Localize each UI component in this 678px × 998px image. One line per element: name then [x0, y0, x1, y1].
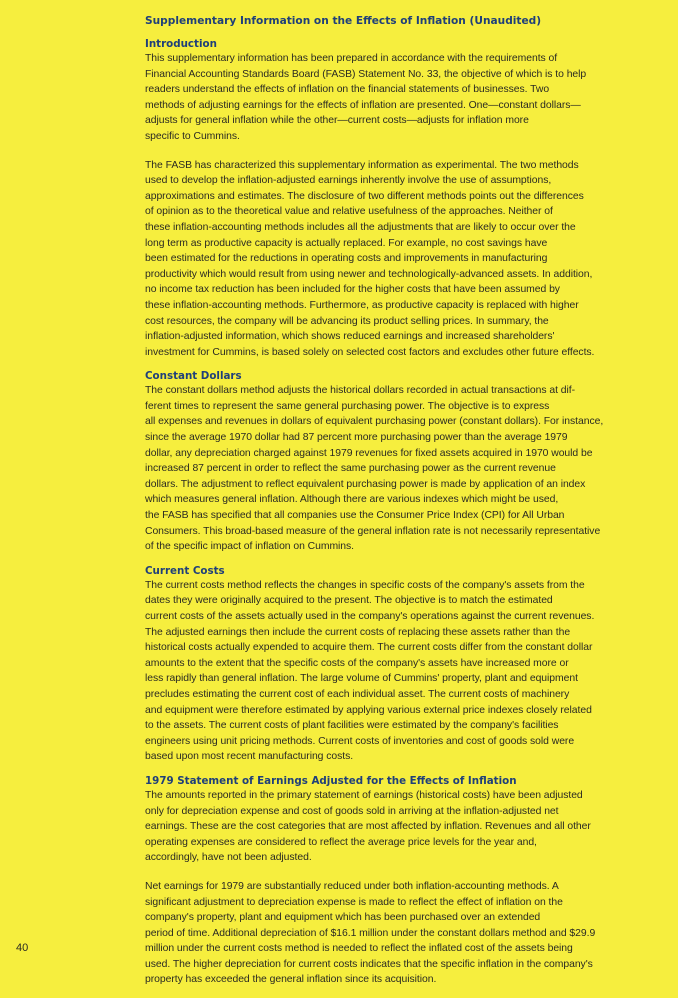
body-paragraph — [145, 788, 663, 866]
text-line: been estimated for the reductions in operating costs and improvements in manufacturing — [145, 253, 548, 265]
text-line: dates they were originally acquired to the present. The objective is to match the estimated — [145, 595, 553, 607]
text-line: dollar, any depreciation charged against 1979 revenues for fixed assets acquired in 1970 would be — [145, 447, 593, 459]
text-line: methods of adjusting earnings for the effects of inflation are presented. One—constant dollars— — [145, 99, 581, 111]
text-line: these inflation-accounting methods includes all the adjustments that are likely to occur over the — [145, 221, 576, 233]
text-line: used to develop the inflation-adjusted earnings inherently involve the use of assumptions, — [145, 175, 552, 187]
text-line: earnings. These are the cost categories that are most affected by inflation. Revenues and all other — [145, 821, 591, 833]
text-line: Consumers. This broad-based measure of the general inflation rate is not necessarily representative — [145, 525, 601, 537]
body-paragraph — [145, 879, 663, 988]
section-heading: Current Costs — [145, 564, 225, 577]
text-line: all expenses and revenues in dollars of equivalent purchasing power (constant dollars). For instance, — [145, 416, 604, 428]
text-line: of opinion as to the theoretical value and relative usefulness of the approaches. Neither of — [145, 206, 553, 218]
text-line: The current costs method reflects the changes in specific costs of the company's assets from the — [145, 579, 585, 591]
text-line: only for depreciation expense and cost of goods sold in arriving at the inflation-adjusted net — [145, 805, 559, 817]
text-line: The FASB has characterized this supplementary information as experimental. The two methods — [145, 159, 579, 171]
text-line: less rapidly than general inflation. The large volume of Cummins' property, plant and equipment — [145, 673, 578, 685]
text-line: the FASB has specified that all companies use the Consumer Price Index (CPI) for All Urban — [145, 510, 565, 522]
text-line: used. The higher depreciation for current costs indicates that the specific inflation in the company's — [145, 958, 593, 970]
text-line: based upon most recent manufacturing costs. — [145, 751, 354, 763]
body-paragraph — [145, 383, 663, 555]
text-line: which measures general inflation. Although there are various indexes which might be used, — [145, 494, 559, 506]
section — [145, 38, 663, 360]
text-line: The amounts reported in the primary statement of earnings (historical costs) have been adjusted — [145, 789, 583, 801]
section — [145, 370, 663, 555]
text-line: since the average 1970 dollar had 87 percent more purchasing power than the average 1979 — [145, 432, 568, 444]
text-line: to the assets. The current costs of plant facilities were estimated by the company's facilities — [145, 720, 559, 732]
document-title: Supplementary Information on the Effects of Inflation (Unaudited) — [145, 15, 542, 27]
text-line: investment for Cummins, is based solely on selected cost factors and excludes other future effects. — [145, 346, 595, 358]
section-heading: Constant Dollars — [145, 370, 242, 383]
text-line: and equipment were therefore estimated by applying various external price indexes closely related — [145, 704, 592, 716]
text-line: million under the current costs method is needed to reflect the inflated cost of the assets being — [145, 943, 573, 955]
text-line: This supplementary information has been prepared in accordance with the requirements of — [145, 53, 558, 64]
text-line: approximations and estimates. The disclosure of two different methods points out the differences — [145, 190, 584, 202]
text-line: The adjusted earnings then include the current costs of replacing these assets rather than the — [145, 626, 571, 638]
text-line: company's property, plant and equipment which has been purchased over an extended — [145, 912, 541, 924]
text-line: period of time. Additional depreciation of $16.1 million under the constant dollars method and $29.9 — [145, 927, 596, 939]
text-line: historical costs actually expended to acquire them. The current costs differ from the constant dollar — [145, 642, 593, 654]
text-line: The constant dollars method adjusts the historical dollars recorded in actual transactions at dif- — [145, 385, 576, 397]
section-heading: 1979 Statement of Earnings Adjusted for the Effects of Inflation — [145, 774, 517, 787]
text-line: of the specific impact of inflation on Cummins. — [145, 541, 355, 553]
text-line: productivity which would result from using newer and technologically-advanced assets. In addition, — [145, 268, 593, 280]
text-line: specific to Cummins. — [145, 130, 240, 142]
text-line: amounts to the extent that the specific costs of the company's assets have increased more or — [145, 657, 569, 669]
text-line: inflation-adjusted information, which shows reduced earnings and increased shareholders' — [145, 331, 555, 343]
text-line: readers understand the effects of inflation on the financial statements of businesses. Two — [145, 84, 550, 96]
text-line: long term as productive capacity is actually replaced. For example, no cost savings have — [145, 237, 548, 249]
text-line: property has exceeded the general inflation since its acquisition. — [145, 974, 437, 986]
text-line: these inflation-accounting methods. Furthermore, as productive capacity is replaced with higher — [145, 299, 579, 311]
page-content — [145, 14, 663, 998]
text-line: operating expenses are considered to reflect the average price levels for the year and, — [145, 836, 537, 848]
section — [145, 565, 663, 765]
text-line: significant adjustment to depreciation expense is made to reflect the effect of inflation on the — [145, 896, 563, 908]
body-paragraph — [145, 578, 663, 765]
body-paragraph — [145, 158, 663, 361]
text-line: Net earnings for 1979 are substantially reduced under both inflation-accounting methods. A — [145, 880, 559, 892]
page-number: 40 — [16, 942, 29, 954]
text-line: precludes estimating the current cost of each individual asset. The current costs of machinery — [145, 688, 570, 700]
text-line: accordingly, have not been adjusted. — [145, 852, 312, 864]
text-line: Financial Accounting Standards Board (FASB) Statement No. 33, the objective of which is to help — [145, 68, 587, 80]
text-line: increased 87 percent in order to reflect the same purchasing power as the current revenue — [145, 463, 556, 475]
body-paragraph — [145, 51, 663, 145]
text-line: dollars. The adjustment to reflect equivalent purchasing power is made by application of an index — [145, 478, 586, 490]
text-line: cost resources, the company will be advancing its product selling prices. In summary, the — [145, 315, 549, 327]
text-line: adjusts for general inflation while the other—current costs—adjusts for inflation more — [145, 115, 529, 127]
text-line: no income tax reduction has been included for the higher costs that have been assumed by — [145, 284, 560, 296]
section-heading: Introduction — [145, 38, 217, 50]
text-line: ferent times to represent the same general purchasing power. The objective is to express — [145, 400, 550, 412]
section — [145, 775, 663, 988]
text-line: current costs of the assets actually used in the company's operations against the current revenues. — [145, 611, 595, 622]
text-line: engineers using unit pricing methods. Current costs of inventories and cost of goods sold were — [145, 735, 575, 747]
sections-container — [145, 38, 663, 988]
